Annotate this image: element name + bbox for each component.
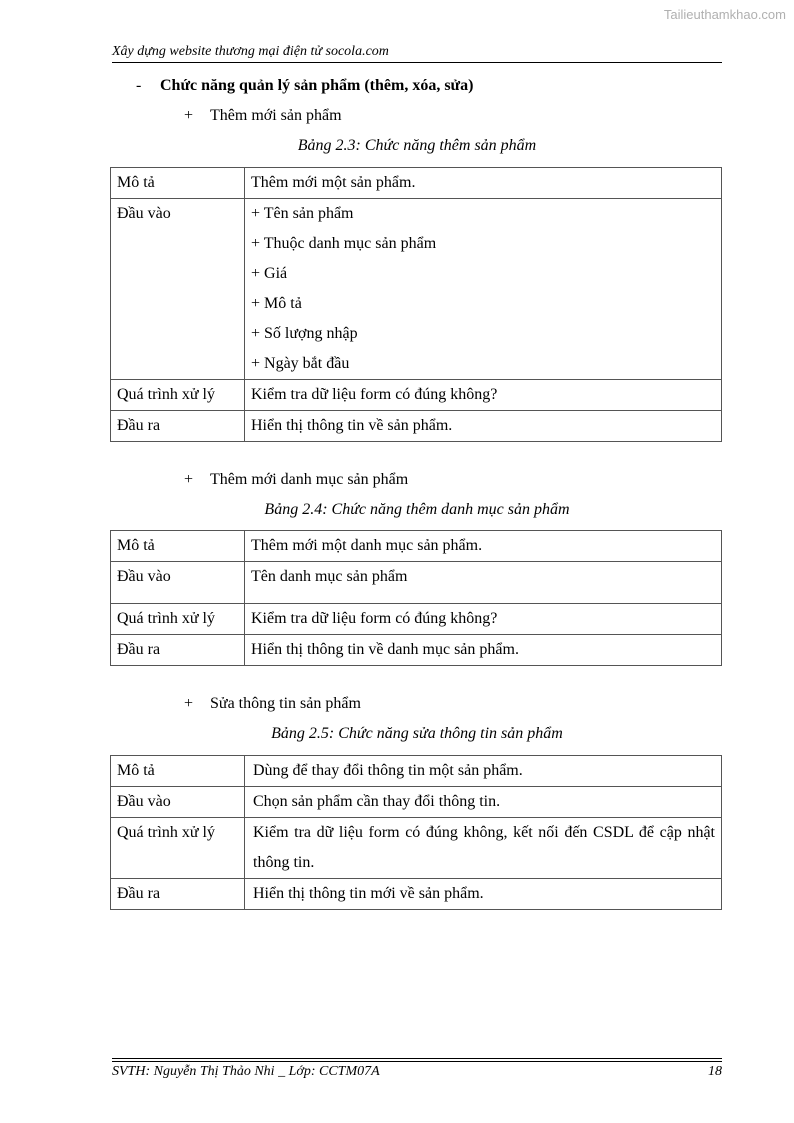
row-value-line: Chọn sản phẩm cần thay đổi thông tin.	[253, 793, 501, 810]
row-value	[245, 756, 722, 787]
row-value	[245, 635, 722, 666]
section-heading	[136, 77, 473, 95]
page-footer	[112, 1064, 722, 1080]
table-row	[111, 635, 722, 666]
row-value-line: Kiểm tra dữ liệu form có đúng không, kết nối đến CSDL để cập nhật thông tin.	[253, 824, 715, 871]
table-row	[111, 199, 722, 380]
page-number: 18	[708, 1064, 722, 1079]
row-value-line: + Tên sản phẩm	[251, 205, 354, 222]
row-value	[245, 818, 722, 879]
row-label: Đầu vào	[111, 787, 245, 818]
table-caption: Bảng 2.3: Chức năng thêm sản phẩm	[297, 137, 537, 154]
subsection-heading	[184, 471, 408, 489]
row-label: Quá trình xử lý	[111, 380, 245, 411]
row-label: Mô tả	[111, 756, 245, 787]
row-label: Đầu ra	[111, 411, 245, 442]
table-row	[111, 604, 722, 635]
footer-author: SVTH: Nguyễn Thị Thảo Nhi _ Lớp: CCTM07A	[112, 1064, 380, 1079]
table-row	[111, 380, 722, 411]
function-table	[110, 755, 722, 910]
table-caption: Bảng 2.4: Chức năng thêm danh mục sản phẩm	[264, 501, 570, 518]
function-table	[110, 530, 722, 666]
row-label: Quá trình xử lý	[111, 604, 245, 635]
row-value-line: Tên danh mục sản phẩm	[251, 568, 408, 585]
subsection-bullet: +	[184, 695, 194, 712]
section-title: Chức năng quản lý sản phẩm (thêm, xóa, sửa)	[160, 77, 474, 94]
table-row	[111, 562, 722, 604]
row-value	[245, 380, 722, 411]
row-label: Mô tả	[111, 531, 245, 562]
row-value-line: + Số lượng nhập	[251, 325, 358, 342]
subsection-title: Sửa thông tin sản phẩm	[210, 695, 361, 712]
table-row	[111, 879, 722, 910]
row-label: Đầu ra	[111, 635, 245, 666]
row-value-line: Hiển thị thông tin về danh mục sản phẩm.	[251, 641, 519, 658]
subsection-bullet: +	[184, 471, 194, 488]
row-label: Đầu vào	[111, 562, 245, 604]
section-dash: -	[136, 77, 142, 94]
row-value-line: Hiển thị thông tin về sản phẩm.	[251, 417, 453, 434]
table-row	[111, 756, 722, 787]
subsection-bullet: +	[184, 107, 194, 124]
row-value	[245, 879, 722, 910]
row-value-line: + Ngày bắt đầu	[251, 355, 350, 372]
row-value	[245, 787, 722, 818]
row-label: Đầu ra	[111, 879, 245, 910]
table-row	[111, 818, 722, 879]
row-value-line: + Giá	[251, 265, 288, 282]
row-value-line: Hiển thị thông tin mới về sản phẩm.	[253, 885, 484, 902]
row-value-line: Kiểm tra dữ liệu form có đúng không?	[251, 386, 498, 403]
subsection-heading	[184, 107, 342, 125]
subsection-title: Thêm mới danh mục sản phẩm	[210, 471, 409, 488]
row-value-line: Thêm mới một sản phẩm.	[251, 174, 416, 191]
footer-rule	[112, 1061, 722, 1062]
table-row	[111, 168, 722, 199]
row-value	[245, 168, 722, 199]
row-label: Đầu vào	[111, 199, 245, 380]
footer-rule	[112, 1058, 722, 1059]
function-table	[110, 167, 722, 442]
row-value	[245, 199, 722, 380]
row-label: Quá trình xử lý	[111, 818, 245, 879]
table-caption: Bảng 2.5: Chức năng sửa thông tin sản phẩm	[271, 725, 563, 742]
row-label: Mô tả	[111, 168, 245, 199]
row-value	[245, 411, 722, 442]
table-row	[111, 531, 722, 562]
table-row	[111, 787, 722, 818]
page-header: Xây dựng website thương mại điện tử socola.com	[112, 44, 389, 59]
header-rule	[112, 62, 722, 63]
watermark: Tailieuthamkhao.com	[663, 7, 786, 22]
subsection-title: Thêm mới sản phẩm	[210, 107, 342, 124]
row-value-line: + Thuộc danh mục sản phẩm	[251, 235, 437, 252]
row-value	[245, 562, 722, 604]
row-value-line: Kiểm tra dữ liệu form có đúng không?	[251, 610, 498, 627]
row-value-line: Dùng để thay đổi thông tin một sản phẩm.	[253, 762, 523, 779]
row-value-line: Thêm mới một danh mục sản phẩm.	[251, 537, 483, 554]
row-value-line: + Mô tả	[251, 295, 302, 312]
row-value	[245, 604, 722, 635]
row-value	[245, 531, 722, 562]
table-row	[111, 411, 722, 442]
subsection-heading	[184, 695, 361, 713]
